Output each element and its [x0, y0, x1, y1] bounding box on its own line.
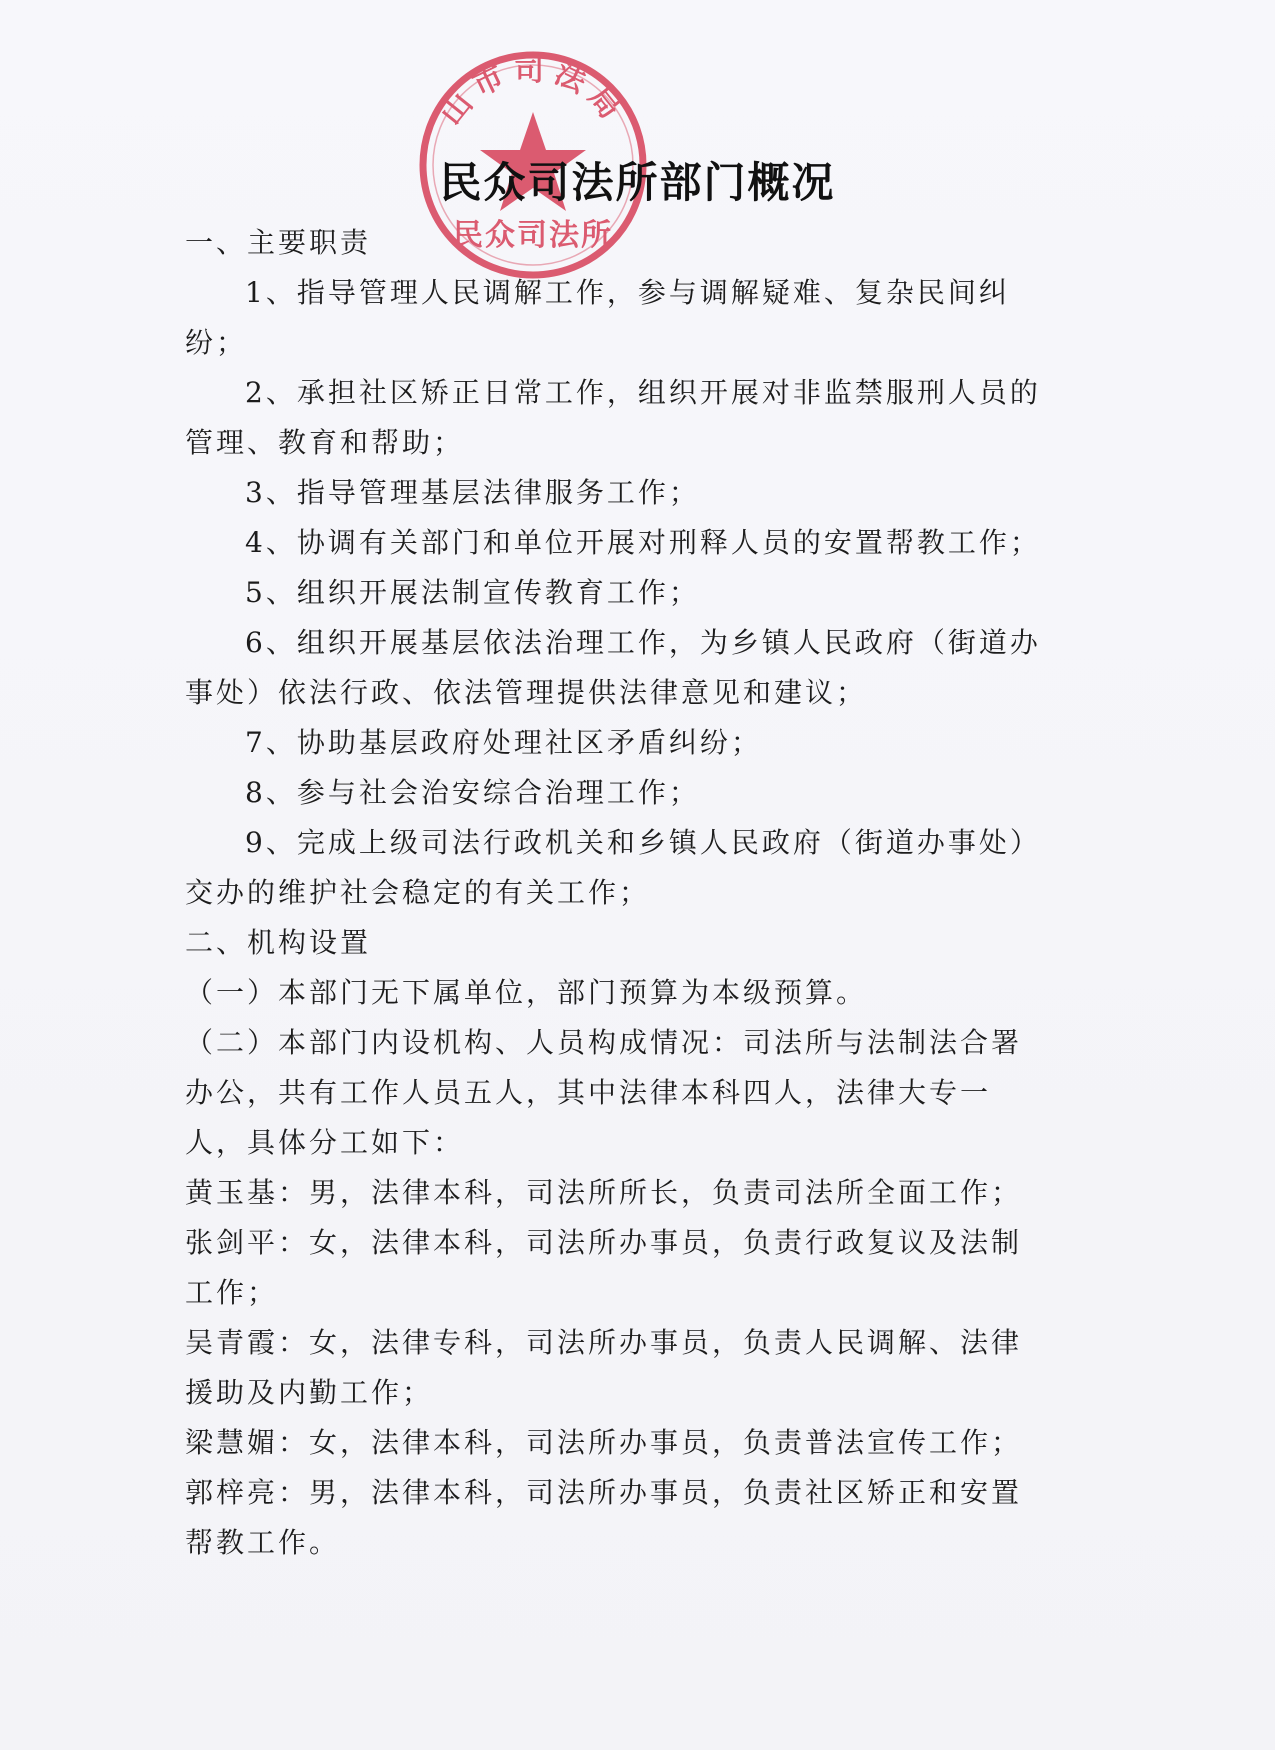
org-paragraph-2: （二）本部门内设机构、人员构成情况：司法所与法制法合署办公，共有工作人员五人，其中法律本科四人，法律大专一人，具体分工如下： — [185, 1026, 1023, 1159]
staff-entry: 吴青霞：女，法律专科，司法所办事员，负责人民调解、法律援助及内勤工作； — [185, 1326, 1023, 1409]
duty-item-7: 7、协助基层政府处理社区矛盾纠纷； — [245, 726, 762, 759]
seal-inner-text: 民众司法所 — [453, 218, 613, 253]
section2-heading: 二、机构设置 — [185, 926, 372, 959]
duty-item-3: 3、指导管理基层法律服务工作； — [245, 476, 700, 509]
seal-outer-text: 山市司法局 — [433, 52, 633, 132]
duty-item-2: 2、承担社区矫正日常工作，组织开展对非监禁服刑人员的管理、教育和帮助； — [185, 376, 1041, 459]
staff-entry: 梁慧媚：女，法律本科，司法所办事员，负责普法宣传工作； — [185, 1426, 1023, 1459]
staff-entry: 张剑平：女，法律本科，司法所办事员，负责行政复议及法制工作； — [185, 1226, 1023, 1309]
staff-entry: 黄玉基：男，法律本科，司法所所长，负责司法所全面工作； — [185, 1176, 1023, 1209]
staff-entry: 郭梓亮：男，法律本科，司法所办事员，负责社区矫正和安置帮教工作。 — [185, 1476, 1023, 1559]
duty-item-9: 9、完成上级司法行政机关和乡镇人民政府（街道办事处）交办的维护社会稳定的有关工作； — [185, 826, 1041, 909]
org-paragraph-1: （一）本部门无下属单位，部门预算为本级预算。 — [185, 976, 868, 1009]
page-title: 民众司法所部门概况 — [439, 158, 836, 207]
duty-item-8: 8、参与社会治安综合治理工作； — [245, 776, 700, 809]
duty-item-5: 5、组织开展法制宣传教育工作； — [245, 576, 700, 609]
duty-item-6: 6、组织开展基层依法治理工作，为乡镇人民政府（街道办事处）依法行政、依法管理提供法律意见和建议； — [185, 626, 1041, 709]
duty-item-4: 4、协调有关部门和单位开展对刑释人员的安置帮教工作； — [245, 526, 1041, 559]
section1-heading: 一、主要职责 — [185, 226, 372, 259]
duty-item-1: 1、指导管理人民调解工作，参与调解疑难、复杂民间纠纷； — [185, 276, 1010, 359]
document-body — [185, 218, 1045, 1568]
